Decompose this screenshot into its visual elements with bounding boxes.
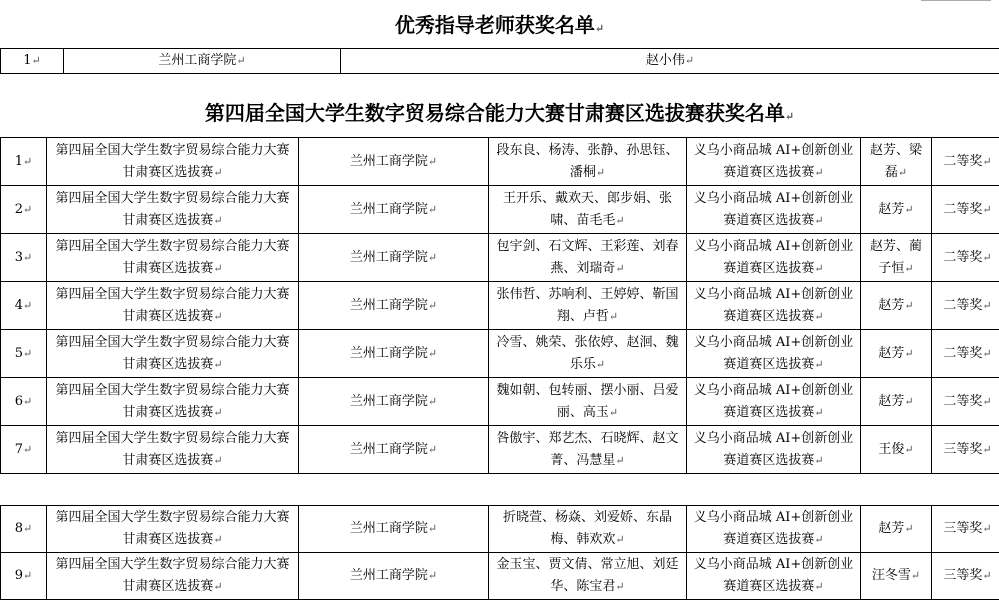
award-track-cell-text: 义乌小商品城 AI+创新创业赛道赛区选拔赛 xyxy=(693,334,854,372)
award-track-cell-text: 义乌小商品城 AI+创新创业赛道赛区选拔赛 xyxy=(693,557,854,594)
award-event-cell: 第四届全国大学生数字贸易综合能力大赛甘肃赛区选拔赛↵ xyxy=(47,426,299,474)
award-school-cell-text: 兰州工商学院 xyxy=(349,441,428,457)
teacher-row xyxy=(1,49,999,74)
award-members-cell: 魏如朝、包转丽、摆小丽、吕爱丽、高玉↵ xyxy=(489,378,687,426)
award-members-cell: 段东良、杨涛、张静、孙思钰、潘桐↵ xyxy=(489,138,687,186)
award-event-cell-text: 第四届全国大学生数字贸易综合能力大赛甘肃赛区选拔赛 xyxy=(55,334,290,372)
award-prize-cell-text: 二等奖 xyxy=(943,201,983,217)
award-row xyxy=(1,330,999,378)
award-track-cell-text: 义乌小商品城 AI+创新创业赛道赛区选拔赛 xyxy=(693,190,854,228)
award-prize-cell: 二等奖↵ xyxy=(932,282,999,330)
award-track-cell-text: 义乌小商品城 AI+创新创业赛道赛区选拔赛 xyxy=(693,142,854,180)
award-school-cell-text: 兰州工商学院 xyxy=(349,201,428,217)
award-num-cell: 6↵ xyxy=(1,378,47,426)
award-advisor-cell-text: 汪冬雪 xyxy=(871,568,911,583)
teacher-name-cell: 赵小伟↵ xyxy=(341,49,999,74)
award-advisor-cell: 赵芳↵ xyxy=(861,378,932,426)
award-school-cell: 兰州工商学院↵ xyxy=(299,330,489,378)
award-num-cell: 7↵ xyxy=(1,426,47,474)
award-event-cell-text: 第四届全国大学生数字贸易综合能力大赛甘肃赛区选拔赛 xyxy=(55,382,290,420)
award-prize-cell: 三等奖↵ xyxy=(932,553,999,600)
award-school-cell: 兰州工商学院↵ xyxy=(299,378,489,426)
award-event-cell: 第四届全国大学生数字贸易综合能力大赛甘肃赛区选拔赛↵ xyxy=(47,378,299,426)
award-prize-cell-text: 三等奖 xyxy=(943,441,983,457)
award-prize-cell-text: 二等奖 xyxy=(943,249,983,265)
award-event-cell: 第四届全国大学生数字贸易综合能力大赛甘肃赛区选拔赛↵ xyxy=(47,553,299,600)
award-school-cell: 兰州工商学院↵ xyxy=(299,234,489,282)
award-prize-cell-text: 二等奖 xyxy=(943,345,983,361)
award-row xyxy=(1,506,999,553)
award-prize-cell: 二等奖↵ xyxy=(932,138,999,186)
award-table xyxy=(0,137,999,474)
award-row xyxy=(1,282,999,330)
award-members-cell: 张伟哲、苏响利、王婷婷、靳国翔、卢哲↵ xyxy=(489,282,687,330)
award-advisor-cell: 汪冬雪↵ xyxy=(861,553,932,600)
award-advisor-cell: 赵芳、蔺子恒↵ xyxy=(861,234,932,282)
teacher-table xyxy=(0,48,999,74)
award-members-cell: 折晓萱、杨焱、刘爱娇、东晶梅、韩欢欢↵ xyxy=(489,506,687,553)
award-advisor-cell-text: 赵芳、蔺子恒 xyxy=(869,238,922,276)
award-advisor-cell-text: 赵芳 xyxy=(878,345,905,361)
award-members-cell-text: 魏如朝、包转丽、摆小丽、吕爱丽、高玉 xyxy=(496,382,679,420)
award-members-cell-text: 金玉宝、贾文倩、常立旭、刘廷华、陈宝君 xyxy=(496,557,679,594)
award-track-cell-text: 义乌小商品城 AI+创新创业赛道赛区选拔赛 xyxy=(693,510,854,547)
award-track-cell: 义乌小商品城 AI+创新创业赛道赛区选拔赛↵ xyxy=(687,553,861,600)
award-advisor-cell-text: 赵芳 xyxy=(878,521,905,536)
award-advisor-cell: 赵芳↵ xyxy=(861,506,932,553)
award-track-cell: 义乌小商品城 AI+创新创业赛道赛区选拔赛↵ xyxy=(687,186,861,234)
award-prize-cell-text: 二等奖 xyxy=(943,153,983,169)
award-school-cell: 兰州工商学院↵ xyxy=(299,506,489,553)
award-num-cell-text: 2 xyxy=(14,201,24,217)
award-advisor-cell-text: 王俊 xyxy=(878,441,905,457)
award-advisor-cell-text: 赵芳 xyxy=(878,201,905,217)
award-num-cell-text: 8 xyxy=(14,521,24,536)
award-event-cell: 第四届全国大学生数字贸易综合能力大赛甘肃赛区选拔赛↵ xyxy=(47,282,299,330)
award-event-cell-text: 第四届全国大学生数字贸易综合能力大赛甘肃赛区选拔赛 xyxy=(55,430,290,468)
award-row xyxy=(1,378,999,426)
award-num-cell-text: 1 xyxy=(14,153,24,169)
award-advisor-cell: 赵芳↵ xyxy=(861,282,932,330)
award-prize-cell-text: 二等奖 xyxy=(943,297,983,313)
teacher-school-cell: 兰州工商学院↵ xyxy=(64,49,341,74)
award-school-cell-text: 兰州工商学院 xyxy=(349,249,428,265)
award-num-cell: 8↵ xyxy=(1,506,47,553)
award-members-cell-text: 折晓萱、杨焱、刘爱娇、东晶梅、韩欢欢 xyxy=(502,510,672,547)
award-num-cell: 4↵ xyxy=(1,282,47,330)
page-edge-line xyxy=(921,0,991,1)
award-school-cell: 兰州工商学院↵ xyxy=(299,186,489,234)
award-advisor-cell-text: 赵芳 xyxy=(878,393,905,409)
award-num-cell-text: 4 xyxy=(14,297,24,313)
award-num-cell-text: 6 xyxy=(14,393,24,409)
award-members-cell-text: 冷雪、姚荣、张依婷、赵洄、魏乐乐 xyxy=(496,334,679,372)
award-track-cell-text: 义乌小商品城 AI+创新创业赛道赛区选拔赛 xyxy=(693,238,854,276)
award-track-cell-text: 义乌小商品城 AI+创新创业赛道赛区选拔赛 xyxy=(693,430,854,468)
award-school-cell-text: 兰州工商学院 xyxy=(349,568,428,583)
award-prize-cell: 二等奖↵ xyxy=(932,186,999,234)
award-school-cell: 兰州工商学院↵ xyxy=(299,426,489,474)
award-prize-cell: 二等奖↵ xyxy=(932,234,999,282)
award-school-cell-text: 兰州工商学院 xyxy=(349,521,428,536)
award-school-cell: 兰州工商学院↵ xyxy=(299,553,489,600)
award-school-cell-text: 兰州工商学院 xyxy=(349,297,428,313)
award-row xyxy=(1,553,999,600)
award-num-cell: 5↵ xyxy=(1,330,47,378)
award-num-cell: 1↵ xyxy=(1,138,47,186)
award-advisor-cell: 赵芳↵ xyxy=(861,186,932,234)
award-members-cell-text: 张伟哲、苏响利、王婷婷、靳国翔、卢哲 xyxy=(496,286,679,324)
award-row xyxy=(1,426,999,474)
award-num-cell-text: 5 xyxy=(14,345,24,361)
teacher-list-title: 优秀指导老师获奖名单↵ xyxy=(394,13,605,37)
award-list-title: 第四届全国大学生数字贸易综合能力大赛甘肃赛区选拔赛获奖名单↵ xyxy=(204,101,795,125)
award-num-cell-text: 9 xyxy=(14,568,24,583)
award-members-cell: 冷雪、姚荣、张依婷、赵洄、魏乐乐↵ xyxy=(489,330,687,378)
award-track-cell: 义乌小商品城 AI+创新创业赛道赛区选拔赛↵ xyxy=(687,426,861,474)
award-prize-cell: 二等奖↵ xyxy=(932,330,999,378)
award-prize-cell: 二等奖↵ xyxy=(932,378,999,426)
award-track-cell: 义乌小商品城 AI+创新创业赛道赛区选拔赛↵ xyxy=(687,282,861,330)
award-track-cell: 义乌小商品城 AI+创新创业赛道赛区选拔赛↵ xyxy=(687,138,861,186)
award-school-cell: 兰州工商学院↵ xyxy=(299,282,489,330)
teacher-school-cell-text: 兰州工商学院 xyxy=(158,53,237,68)
award-advisor-cell-text: 赵芳 xyxy=(878,297,905,313)
award-num-cell: 3↵ xyxy=(1,234,47,282)
award-event-cell-text: 第四届全国大学生数字贸易综合能力大赛甘肃赛区选拔赛 xyxy=(55,190,290,228)
award-members-cell-text: 段东良、杨涛、张静、孙思钰、潘桐 xyxy=(496,142,679,180)
award-school-cell-text: 兰州工商学院 xyxy=(349,153,428,169)
award-members-cell: 金玉宝、贾文倩、常立旭、刘廷华、陈宝君↵ xyxy=(489,553,687,600)
award-event-cell-text: 第四届全国大学生数字贸易综合能力大赛甘肃赛区选拔赛 xyxy=(55,557,290,594)
award-members-cell-text: 包宇剑、石文辉、王彩莲、刘春燕、刘瑞奇 xyxy=(496,238,679,276)
award-event-cell-text: 第四届全国大学生数字贸易综合能力大赛甘肃赛区选拔赛 xyxy=(55,286,290,324)
award-event-cell: 第四届全国大学生数字贸易综合能力大赛甘肃赛区选拔赛↵ xyxy=(47,234,299,282)
award-num-cell-text: 7 xyxy=(14,441,24,457)
award-event-cell: 第四届全国大学生数字贸易综合能力大赛甘肃赛区选拔赛↵ xyxy=(47,186,299,234)
award-track-cell-text: 义乌小商品城 AI+创新创业赛道赛区选拔赛 xyxy=(693,286,854,324)
award-track-cell: 义乌小商品城 AI+创新创业赛道赛区选拔赛↵ xyxy=(687,506,861,553)
award-advisor-cell: 王俊↵ xyxy=(861,426,932,474)
award-advisor-cell: 赵芳↵ xyxy=(861,330,932,378)
award-event-cell: 第四届全国大学生数字贸易综合能力大赛甘肃赛区选拔赛↵ xyxy=(47,506,299,553)
award-row xyxy=(1,234,999,282)
award-prize-cell: 三等奖↵ xyxy=(932,506,999,553)
teacher-num-cell-text: 1 xyxy=(23,53,32,68)
award-event-cell: 第四届全国大学生数字贸易综合能力大赛甘肃赛区选拔赛↵ xyxy=(47,138,299,186)
award-school-cell-text: 兰州工商学院 xyxy=(349,345,428,361)
award-event-cell-text: 第四届全国大学生数字贸易综合能力大赛甘肃赛区选拔赛 xyxy=(55,238,290,276)
award-members-cell-text: 咎傲宇、郑艺杰、石晓辉、赵文菁、冯慧星 xyxy=(496,430,679,468)
award-prize-cell: 三等奖↵ xyxy=(932,426,999,474)
award-event-cell-text: 第四届全国大学生数字贸易综合能力大赛甘肃赛区选拔赛 xyxy=(55,142,290,180)
award-track-cell: 义乌小商品城 AI+创新创业赛道赛区选拔赛↵ xyxy=(687,330,861,378)
award-event-cell-text: 第四届全国大学生数字贸易综合能力大赛甘肃赛区选拔赛 xyxy=(55,510,290,547)
award-num-cell: 9↵ xyxy=(1,553,47,600)
award-advisor-cell-text: 赵芳、梁磊 xyxy=(869,142,922,180)
award-members-cell: 咎傲宇、郑艺杰、石晓辉、赵文菁、冯慧星↵ xyxy=(489,426,687,474)
award-event-cell: 第四届全国大学生数字贸易综合能力大赛甘肃赛区选拔赛↵ xyxy=(47,330,299,378)
award-track-cell-text: 义乌小商品城 AI+创新创业赛道赛区选拔赛 xyxy=(693,382,854,420)
award-advisor-cell: 赵芳、梁磊↵ xyxy=(861,138,932,186)
teacher-name-cell-text: 赵小伟 xyxy=(645,53,685,68)
award-track-cell: 义乌小商品城 AI+创新创业赛道赛区选拔赛↵ xyxy=(687,378,861,426)
award-members-cell-text: 王开乐、戴欢天、郎步娟、张啸、苗毛毛 xyxy=(502,190,672,228)
award-school-cell-text: 兰州工商学院 xyxy=(349,393,428,409)
award-num-cell-text: 3 xyxy=(14,249,24,265)
award-prize-cell-text: 三等奖 xyxy=(943,521,983,536)
award-school-cell: 兰州工商学院↵ xyxy=(299,138,489,186)
award-num-cell: 2↵ xyxy=(1,186,47,234)
award-members-cell: 王开乐、戴欢天、郎步娟、张啸、苗毛毛↵ xyxy=(489,186,687,234)
award-track-cell: 义乌小商品城 AI+创新创业赛道赛区选拔赛↵ xyxy=(687,234,861,282)
teacher-num-cell: 1↵ xyxy=(1,49,64,74)
award-row xyxy=(1,186,999,234)
award-members-cell: 包宇剑、石文辉、王彩莲、刘春燕、刘瑞奇↵ xyxy=(489,234,687,282)
award-prize-cell-text: 二等奖 xyxy=(943,393,983,409)
award-row xyxy=(1,138,999,186)
award-table-continued xyxy=(0,505,999,600)
award-prize-cell-text: 三等奖 xyxy=(943,568,983,583)
